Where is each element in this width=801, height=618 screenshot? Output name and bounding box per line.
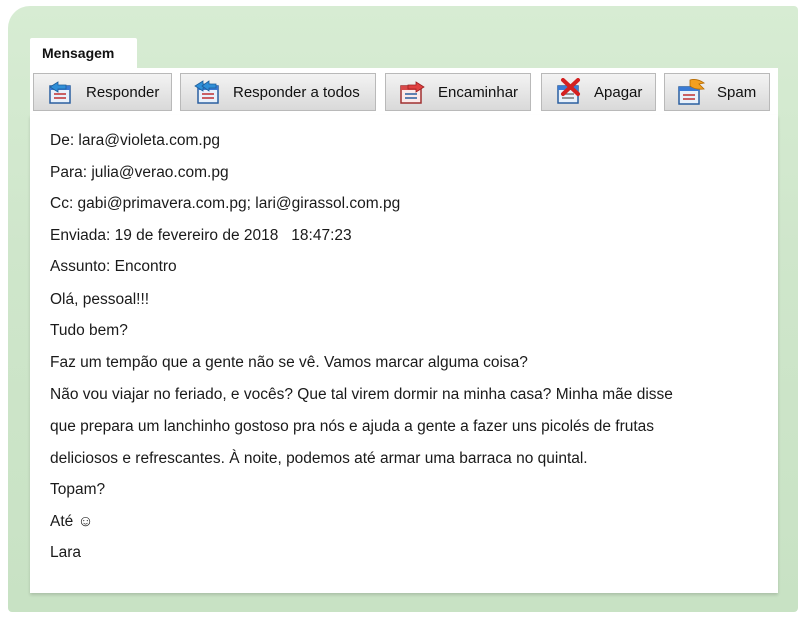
spam-button[interactable] [664, 73, 770, 111]
toolbar [30, 68, 778, 115]
body-line: Tudo bem? [50, 322, 128, 339]
body-line: Topam? [50, 481, 106, 498]
forward-icon [398, 78, 428, 106]
reply-all-label: Responder a todos [233, 83, 360, 101]
from-line: De: lara@violeta.com.pg [50, 132, 220, 149]
tab-mensagem[interactable]: Mensagem [30, 38, 137, 68]
reply-button[interactable] [33, 73, 172, 111]
body-line: Olá, pessoal!!! [50, 291, 150, 308]
delete-button[interactable] [541, 73, 656, 111]
to-line: Para: julia@verao.com.pg [50, 164, 229, 181]
cc-line: Cc: gabi@primavera.com.pg; lari@girassol.com.pg [50, 195, 401, 212]
reply-label: Responder [86, 83, 160, 101]
spam-label: Spam [717, 83, 757, 101]
forward-button[interactable] [385, 73, 531, 111]
reply-all-button[interactable] [180, 73, 376, 111]
sent-line: Enviada: 19 de fevereiro de 2018 18:47:23 [50, 227, 352, 244]
body-line: Não vou viajar no feriado, e vocês? Que tal virem dormir na minha casa? Minha mãe disse [50, 386, 673, 403]
delete-icon [554, 78, 584, 106]
reply-all-icon [193, 78, 223, 106]
forward-label: Encaminhar [438, 83, 519, 101]
reply-icon [46, 78, 76, 106]
spam-icon [677, 78, 707, 106]
message-panel [30, 115, 778, 593]
body-line: Lara [50, 544, 82, 561]
body-line: Faz um tempão que a gente não se vê. Vamos marcar alguma coisa? [50, 354, 528, 371]
body-line: Até ☺ [50, 513, 94, 530]
body-line: que prepara um lanchinho gostoso pra nós e ajuda a gente a fazer uns picolés de frutas [50, 418, 655, 435]
subject-line: Assunto: Encontro [50, 258, 177, 275]
delete-label: Apagar [594, 83, 643, 101]
body-line: deliciosos e refrescantes. À noite, podemos até armar uma barraca no quintal. [50, 450, 588, 467]
